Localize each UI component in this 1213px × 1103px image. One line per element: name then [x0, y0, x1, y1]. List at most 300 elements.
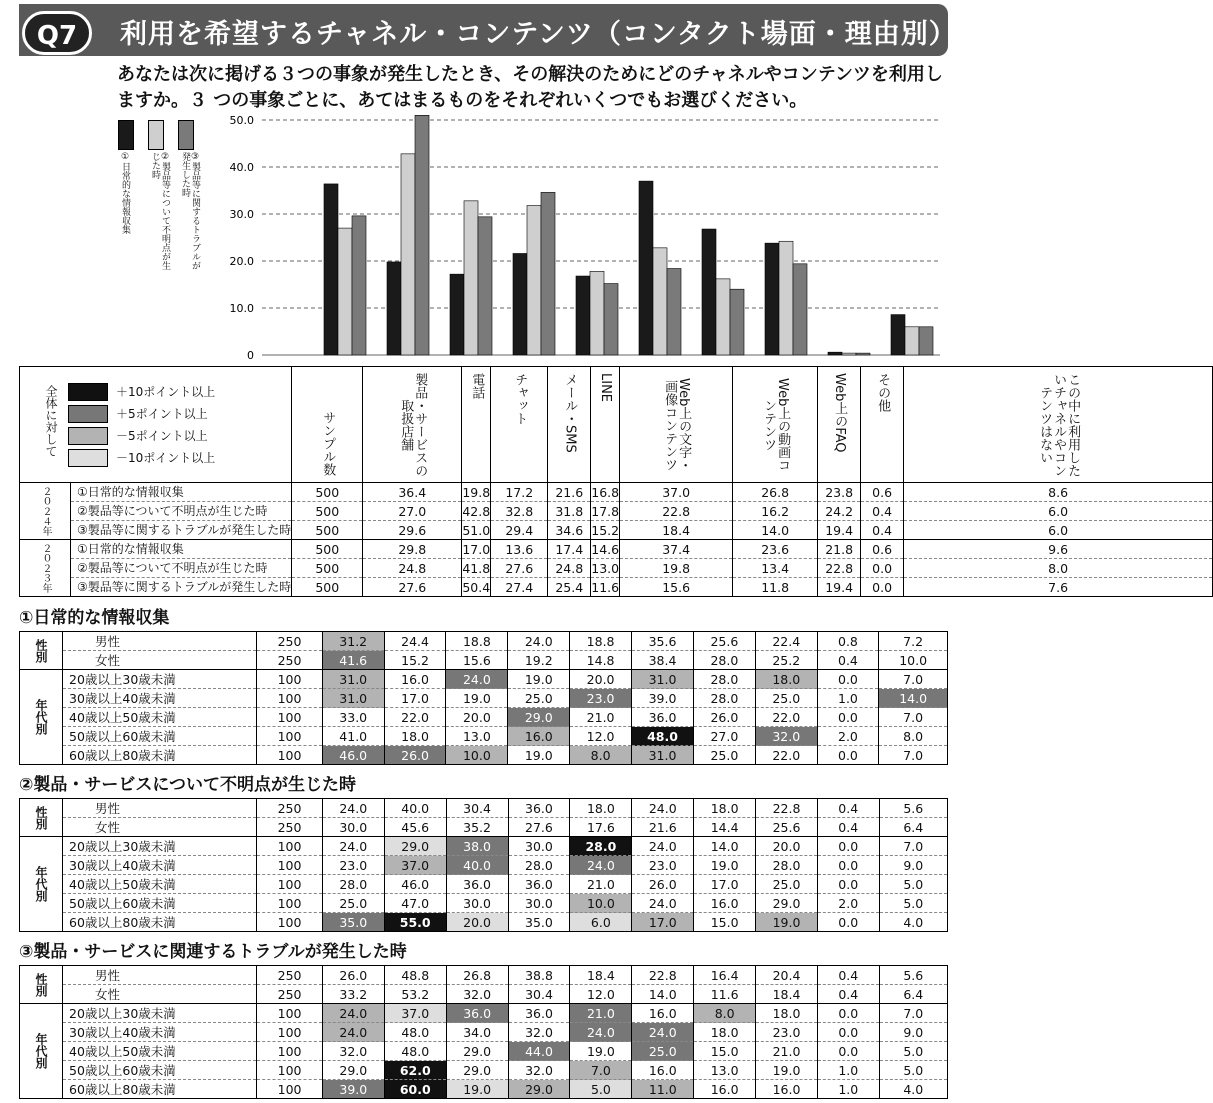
value-cell: 19.0: [508, 746, 570, 765]
value-cell: 0.0: [817, 1023, 879, 1042]
row-label: 60歳以上80歳未満: [63, 1080, 257, 1099]
shade-text: ＋10ポイント以上: [116, 384, 216, 399]
value-cell: 26.0: [632, 875, 694, 894]
value-cell: 29.0: [508, 1080, 570, 1099]
group-label-text: 性別: [34, 972, 48, 997]
y-tick-label: 20.0: [229, 255, 254, 268]
value-cell: 28.0: [508, 856, 570, 875]
row-label: 女性: [63, 651, 257, 670]
bar: [478, 217, 492, 355]
y-tick-label: 10.0: [229, 302, 254, 315]
bar: [464, 201, 478, 355]
bar: [590, 271, 604, 355]
section-title: ①日常的な情報収集: [19, 608, 170, 628]
sample-count: 100: [257, 875, 323, 894]
value-cell: 5.0: [879, 1042, 947, 1061]
value-cell: 18.0: [755, 670, 817, 689]
value-cell: 48.0: [632, 727, 694, 746]
value-cell: 11.8: [733, 578, 818, 597]
value-cell: 5.6: [879, 799, 947, 818]
value-cell: 22.8: [818, 559, 861, 578]
value-cell: 6.0: [904, 521, 1213, 540]
value-cell: 35.6: [632, 632, 694, 651]
value-cell: 19.0: [756, 1061, 818, 1080]
value-cell: 25.0: [755, 689, 817, 708]
row-label: ①日常的な情報収集: [71, 540, 292, 559]
value-cell: 5.6: [879, 966, 947, 985]
value-cell: 18.0: [694, 1023, 756, 1042]
value-cell: 10.0: [446, 746, 508, 765]
sample-count: 250: [257, 651, 323, 670]
group-label: [20, 837, 63, 932]
value-cell: 12.0: [570, 985, 632, 1004]
value-cell: 21.6: [632, 818, 694, 837]
table-row: [20, 727, 948, 746]
group-label-text: 性別: [34, 805, 48, 830]
value-cell: 5.0: [570, 1080, 632, 1099]
group-label: [20, 966, 63, 1004]
sample-count: 100: [257, 1061, 323, 1080]
legend-swatch: [148, 120, 164, 150]
value-cell: 0.6: [861, 540, 904, 559]
question-text: あなたは次に掲げる３つの事象が発生したとき、その解決のためにどのチャネルやコンテンツを利用しますか。３ つの事象ごとに、あてはまるものをそれぞれいくつでもお選びください。: [117, 64, 943, 111]
value-cell: 9.0: [879, 1023, 947, 1042]
value-cell: 6.0: [904, 502, 1213, 521]
value-cell: 7.2: [879, 632, 948, 651]
value-cell: 30.0: [446, 894, 508, 913]
column-header-text: その他: [875, 373, 891, 412]
row-label: 女性: [63, 818, 257, 837]
value-cell: 32.0: [755, 727, 817, 746]
value-cell: 16.0: [694, 1080, 756, 1099]
value-cell: 38.4: [632, 651, 694, 670]
value-cell: 17.8: [591, 503, 620, 519]
value-cell: 9.6: [904, 540, 1213, 559]
value-cell: 14.4: [694, 818, 756, 837]
value-cell: 25.0: [322, 894, 384, 913]
value-cell: 23.0: [570, 689, 632, 708]
bar: [387, 262, 401, 355]
row-label: ③製品等に関するトラブルが発生した時: [71, 521, 292, 540]
value-cell: 26.0: [322, 966, 384, 985]
value-cell: 24.0: [632, 837, 694, 856]
value-cell: 1.0: [817, 689, 879, 708]
row-label: 20歳以上30歳未満: [63, 837, 257, 856]
value-cell: 60.0: [384, 1080, 446, 1099]
value-cell: 0.0: [817, 670, 879, 689]
value-cell: 7.0: [879, 837, 947, 856]
value-cell: 32.8: [491, 502, 548, 521]
value-cell: 28.0: [322, 875, 384, 894]
value-cell: 30.4: [508, 985, 570, 1004]
sample-count: 500: [292, 502, 363, 521]
value-cell: 2.0: [817, 894, 879, 913]
value-cell: 19.8: [462, 484, 491, 500]
value-cell: 21.8: [818, 540, 861, 559]
value-cell: 31.0: [632, 746, 694, 765]
value-cell: 0.8: [817, 632, 879, 651]
value-cell: 41.0: [322, 727, 384, 746]
sample-count: 250: [257, 966, 323, 985]
table-row: [20, 894, 948, 913]
value-cell: 40.0: [384, 799, 446, 818]
breakdown-table: [19, 798, 948, 932]
table-row: [20, 746, 948, 765]
sample-count: 100: [257, 1080, 323, 1099]
value-cell: 15.6: [620, 578, 733, 597]
value-cell: 21.0: [570, 708, 632, 727]
y-tick-label: 0: [247, 349, 254, 362]
section-title: ②製品・サービスについて不明点が生じた時: [19, 775, 357, 795]
value-cell: 25.2: [755, 651, 817, 670]
value-cell: 29.4: [491, 521, 548, 540]
row-label: 50歳以上60歳未満: [63, 894, 257, 913]
value-cell: 13.6: [491, 540, 548, 559]
value-cell: 1.0: [817, 1080, 879, 1099]
value-cell: 19.0: [508, 670, 570, 689]
column-header: [818, 367, 861, 483]
sample-count: 100: [257, 894, 323, 913]
value-cell: 2.0: [817, 727, 879, 746]
table-row: [20, 1023, 948, 1042]
value-cell: 20.0: [446, 708, 508, 727]
value-cell: 23.0: [756, 1023, 818, 1042]
value-cell: 33.0: [322, 708, 384, 727]
value-cell: 17.4: [548, 540, 591, 559]
value-cell: 41.6: [322, 651, 384, 670]
year-text: ２０２３年: [40, 543, 51, 593]
value-cell: 22.0: [755, 708, 817, 727]
value-cell: 21.0: [570, 875, 632, 894]
value-cell: 24.0: [322, 799, 384, 818]
value-cell: 22.8: [620, 502, 733, 521]
value-cell: 26.0: [693, 708, 755, 727]
sample-count: 100: [257, 670, 323, 689]
value-cell: 13.0: [446, 727, 508, 746]
row-label: ②製品等について不明点が生じた時: [71, 502, 292, 521]
value-cell: 36.0: [632, 708, 694, 727]
value-cell: 35.0: [508, 913, 570, 932]
value-cell: 21.6: [548, 483, 591, 502]
column-header-text: LINE: [598, 373, 614, 403]
bar: [401, 154, 415, 355]
value-cell: 35.0: [322, 913, 384, 932]
value-cell: 22.4: [755, 632, 817, 651]
value-cell: 35.2: [446, 818, 508, 837]
bar: [324, 184, 338, 355]
row-label: ①日常的な情報収集: [71, 483, 292, 502]
value-cell: 8.0: [879, 727, 948, 746]
value-cell: 0.0: [817, 837, 879, 856]
value-cell: 20.0: [756, 837, 818, 856]
legend-label: ①日常的な情報収集: [120, 152, 130, 234]
shade-text: －5ポイント以上: [116, 428, 208, 443]
value-cell: 36.0: [508, 799, 570, 818]
value-cell: 15.2: [384, 651, 446, 670]
shade-legend-label: 全体に対して: [44, 385, 58, 457]
value-cell: 51.0: [462, 522, 491, 538]
group-label-text: 年代別: [34, 699, 48, 735]
bar: [527, 206, 541, 355]
table-row: [20, 1042, 948, 1061]
value-cell: 13.0: [591, 560, 620, 576]
value-cell: 29.8: [363, 540, 462, 559]
value-cell: 1.0: [817, 1061, 879, 1080]
value-cell: 23.8: [818, 483, 861, 502]
sample-count: 100: [257, 689, 323, 708]
value-cell: 19.4: [818, 578, 861, 597]
y-tick-label: 50.0: [229, 114, 254, 127]
bar: [576, 276, 590, 355]
row-label: 40歳以上50歳未満: [63, 1042, 257, 1061]
year-text: ２０２４年: [40, 486, 51, 536]
table-row: [20, 875, 948, 894]
value-cell: 23.0: [632, 856, 694, 875]
value-cell: 55.0: [384, 913, 446, 932]
value-cell: 28.0: [693, 670, 755, 689]
value-cell: 48.8: [384, 966, 446, 985]
shade-legend-item: [68, 427, 208, 445]
value-cell: 19.0: [446, 689, 508, 708]
value-cell: 25.4: [548, 578, 591, 597]
value-cell: 0.4: [817, 818, 879, 837]
value-cell: 5.0: [879, 1061, 947, 1080]
value-cell: 25.0: [756, 875, 818, 894]
value-cell: 39.0: [322, 1080, 384, 1099]
column-header: [620, 367, 733, 483]
row-label: 20歳以上30歳未満: [63, 670, 257, 689]
shade-legend-item: [68, 405, 208, 423]
table-row: [20, 913, 948, 932]
value-cell: 19.2: [508, 651, 570, 670]
column-header-text: この中に利用したいチャネルやコンテンツはない: [1037, 373, 1081, 477]
value-cell: 62.0: [384, 1061, 446, 1080]
value-cell: 17.6: [570, 818, 632, 837]
table-row: [20, 1061, 948, 1080]
bar: [828, 352, 842, 355]
bar: [793, 264, 807, 355]
value-cell: 31.2: [322, 632, 384, 651]
value-cell: 36.0: [508, 875, 570, 894]
value-cell: 0.0: [861, 559, 904, 578]
value-cell: 39.0: [632, 689, 694, 708]
sample-count: 250: [257, 818, 323, 837]
group-label: [20, 632, 63, 670]
table-row: [20, 966, 948, 985]
value-cell: 25.6: [756, 818, 818, 837]
sample-count: 100: [257, 1004, 323, 1023]
value-cell: 16.4: [694, 966, 756, 985]
year-label: [20, 540, 71, 597]
value-cell: 24.0: [632, 894, 694, 913]
row-label: 40歳以上50歳未満: [63, 708, 257, 727]
value-cell: 24.0: [322, 1023, 384, 1042]
sample-count: 100: [257, 913, 323, 932]
bar: [730, 289, 744, 355]
group-label: [20, 670, 63, 765]
sample-count: 500: [292, 521, 363, 540]
sample-count: 500: [292, 578, 363, 597]
table-row: [20, 799, 948, 818]
value-cell: 24.0: [322, 1004, 384, 1023]
value-cell: 11.6: [694, 985, 756, 1004]
column-header: [548, 367, 591, 483]
value-cell: 16.0: [756, 1080, 818, 1099]
value-cell: 7.0: [570, 1061, 632, 1080]
value-cell: 31.0: [322, 689, 384, 708]
value-cell: 15.0: [694, 1042, 756, 1061]
value-cell: 0.0: [817, 913, 879, 932]
value-cell: 36.0: [446, 875, 508, 894]
value-cell: 40.0: [446, 856, 508, 875]
row-label: 30歳以上40歳未満: [63, 856, 257, 875]
value-cell: 6.4: [879, 985, 947, 1004]
value-cell: 24.8: [363, 559, 462, 578]
value-cell: 37.0: [384, 1004, 446, 1023]
row-label: 男性: [63, 966, 257, 985]
value-cell: 30.0: [508, 894, 570, 913]
value-cell: 16.0: [508, 727, 570, 746]
value-cell: 14.0: [879, 689, 948, 708]
value-cell: 23.6: [733, 540, 818, 559]
question-badge: Q7: [22, 11, 92, 55]
bar: [702, 229, 716, 355]
bar: [450, 274, 464, 355]
value-cell: 0.4: [817, 651, 879, 670]
sample-count: 500: [292, 559, 363, 578]
value-cell: 32.0: [322, 1042, 384, 1061]
value-cell: 18.4: [756, 985, 818, 1004]
row-label: 60歳以上80歳未満: [63, 913, 257, 932]
value-cell: 9.0: [879, 856, 947, 875]
value-cell: 29.0: [756, 894, 818, 913]
value-cell: 37.0: [620, 483, 733, 502]
value-cell: 14.8: [570, 651, 632, 670]
value-cell: 46.0: [384, 875, 446, 894]
table-row: [20, 985, 948, 1004]
value-cell: 36.4: [363, 483, 462, 502]
value-cell: 8.6: [904, 483, 1213, 502]
column-header: [591, 367, 620, 483]
value-cell: 17.0: [462, 541, 491, 557]
value-cell: 30.4: [446, 799, 508, 818]
bar: [716, 279, 730, 355]
value-cell: 31.8: [548, 502, 591, 521]
value-cell: 0.0: [817, 1004, 879, 1023]
sample-count: 500: [292, 540, 363, 559]
column-header-text: 製品・サービスの取扱店舗: [398, 373, 428, 477]
value-cell: 31.0: [322, 670, 384, 689]
value-cell: 27.0: [693, 727, 755, 746]
value-cell: 24.0: [632, 799, 694, 818]
value-cell: 17.0: [632, 913, 694, 932]
bar: [513, 253, 527, 355]
bar: [667, 269, 681, 355]
value-cell: 7.0: [879, 1004, 947, 1023]
table-row: [20, 856, 948, 875]
legend-swatch: [178, 120, 194, 150]
legend-label: ③製品等に関するトラブルが発生した時: [180, 152, 200, 270]
group-label-text: 性別: [34, 638, 48, 663]
breakdown-table: [19, 965, 948, 1099]
shade-legend-item: [68, 449, 215, 467]
value-cell: 0.4: [817, 799, 879, 818]
column-header: [363, 367, 462, 483]
table-row: [20, 1080, 948, 1099]
value-cell: 34.6: [548, 521, 591, 540]
value-cell: 15.0: [694, 913, 756, 932]
value-cell: 42.8: [462, 503, 491, 519]
value-cell: 24.4: [384, 632, 446, 651]
column-header: [733, 367, 818, 483]
value-cell: 18.8: [570, 632, 632, 651]
row-label: 20歳以上30歳未満: [63, 1004, 257, 1023]
value-cell: 19.8: [620, 559, 733, 578]
shade-text: ＋5ポイント以上: [116, 406, 208, 421]
value-cell: 24.0: [508, 632, 570, 651]
value-cell: 32.0: [446, 985, 508, 1004]
value-cell: 18.0: [694, 799, 756, 818]
column-header-text: Web上の動画コンテンツ: [761, 378, 791, 472]
bar: [856, 353, 870, 355]
sample-count: 100: [257, 1042, 323, 1061]
value-cell: 36.0: [446, 1004, 508, 1023]
value-cell: 0.0: [817, 1042, 879, 1061]
value-cell: 0.0: [817, 746, 879, 765]
value-cell: 30.0: [322, 818, 384, 837]
bar: [779, 241, 793, 355]
value-cell: 16.0: [694, 894, 756, 913]
value-cell: 33.2: [322, 985, 384, 1004]
value-cell: 24.2: [818, 502, 861, 521]
value-cell: 0.4: [861, 502, 904, 521]
value-cell: 26.8: [733, 483, 818, 502]
value-cell: 44.0: [508, 1042, 570, 1061]
value-cell: 19.0: [694, 856, 756, 875]
bar: [352, 216, 366, 355]
bar: [891, 315, 905, 355]
row-label: 50歳以上60歳未満: [63, 727, 257, 746]
sample-count: 250: [257, 799, 323, 818]
value-cell: 0.4: [817, 966, 879, 985]
table-row: [20, 708, 948, 727]
page-title: 利用を希望するチャネル・コンテンツ（コンタクト場面・理由別）: [120, 19, 957, 50]
value-cell: 37.4: [620, 540, 733, 559]
value-cell: 0.0: [817, 875, 879, 894]
row-label: 30歳以上40歳未満: [63, 1023, 257, 1042]
bar: [765, 243, 779, 355]
value-cell: 28.0: [693, 689, 755, 708]
bar: [919, 327, 933, 355]
breakdown-table: [19, 631, 948, 765]
value-cell: 25.0: [632, 1042, 694, 1061]
value-cell: 27.6: [363, 578, 462, 597]
value-cell: 46.0: [322, 746, 384, 765]
value-cell: 32.0: [508, 1061, 570, 1080]
value-cell: 24.0: [632, 1023, 694, 1042]
sample-count: 250: [257, 632, 323, 651]
value-cell: 19.0: [756, 913, 818, 932]
value-cell: 5.0: [879, 894, 947, 913]
group-label: [20, 799, 63, 837]
sample-count: 100: [257, 727, 323, 746]
value-cell: 14.0: [632, 985, 694, 1004]
value-cell: 15.2: [591, 522, 620, 538]
section-title: ③製品・サービスに関連するトラブルが発生した時: [19, 942, 407, 962]
shade-legend-item: [68, 383, 215, 401]
group-label-text: 年代別: [34, 1033, 48, 1069]
value-cell: 27.6: [491, 559, 548, 578]
